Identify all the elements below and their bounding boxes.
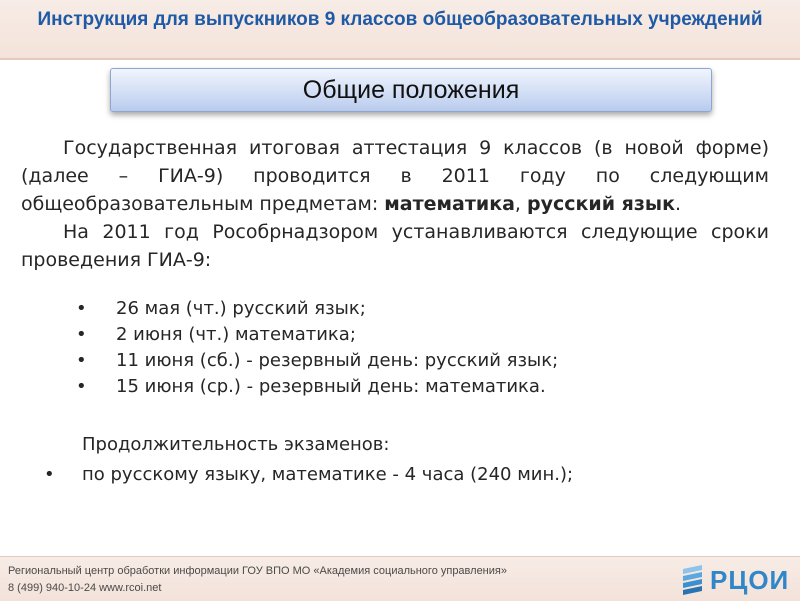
bullet-icon: • bbox=[76, 376, 87, 397]
list-item bbox=[68, 348, 728, 374]
bullet-icon: • bbox=[44, 464, 55, 485]
intro-paragraph-1 bbox=[21, 134, 769, 218]
bullet-icon: • bbox=[76, 298, 87, 319]
intro-separator: , bbox=[514, 193, 528, 215]
exam-duration bbox=[42, 430, 742, 490]
footer-bar bbox=[0, 556, 800, 601]
header-bar bbox=[0, 0, 800, 60]
exam-date-text: 2 июня (чт.) математика; bbox=[116, 324, 356, 345]
list-item bbox=[68, 322, 728, 348]
page-title: Инструкция для выпускников 9 классов общеобразовательных учреждений bbox=[37, 9, 763, 30]
logo-text: РЦОИ bbox=[710, 565, 790, 595]
section-title-banner: Общие положения bbox=[110, 68, 712, 112]
intro-p1-start: Государственная итоговая аттестация 9 классов (в новой форме) (далее – ГИА-9) проводится в 2011 году по следующим общеобразовательным предметам: bbox=[21, 137, 769, 215]
rcoi-logo-icon bbox=[680, 563, 710, 597]
exam-date-text: 11 июня (сб.) - резервный день: русский язык; bbox=[116, 350, 559, 371]
intro-paragraph-2: На 2011 год Рособрнадзором устанавливаются следующие сроки проведения ГИА-9: bbox=[21, 221, 769, 271]
duration-text: по русскому языку, математике - 4 часа (240 мин.); bbox=[82, 464, 574, 485]
exam-date-text: 26 мая (чт.) русский язык; bbox=[116, 298, 366, 319]
intro-text bbox=[21, 134, 769, 274]
duration-item bbox=[42, 460, 742, 490]
exam-dates-list bbox=[68, 296, 728, 400]
intro-p1-end: . bbox=[674, 193, 682, 215]
footer-contact: 8 (499) 940-10-24 www.rcoi.net bbox=[8, 582, 162, 594]
list-item bbox=[68, 374, 728, 400]
bullet-icon: • bbox=[76, 350, 87, 371]
subject-russian: русский язык bbox=[527, 193, 675, 215]
subject-math: математика bbox=[384, 193, 515, 215]
rcoi-logo bbox=[680, 561, 798, 599]
bullet-icon: • bbox=[76, 324, 87, 345]
exam-date-text: 15 июня (ср.) - резервный день: математика. bbox=[116, 376, 546, 397]
footer-organization: Региональный центр обработки информации ГОУ ВПО МО «Академия социального управления» bbox=[8, 565, 507, 577]
list-item bbox=[68, 296, 728, 322]
duration-heading: Продолжительность экзаменов: bbox=[82, 434, 390, 455]
